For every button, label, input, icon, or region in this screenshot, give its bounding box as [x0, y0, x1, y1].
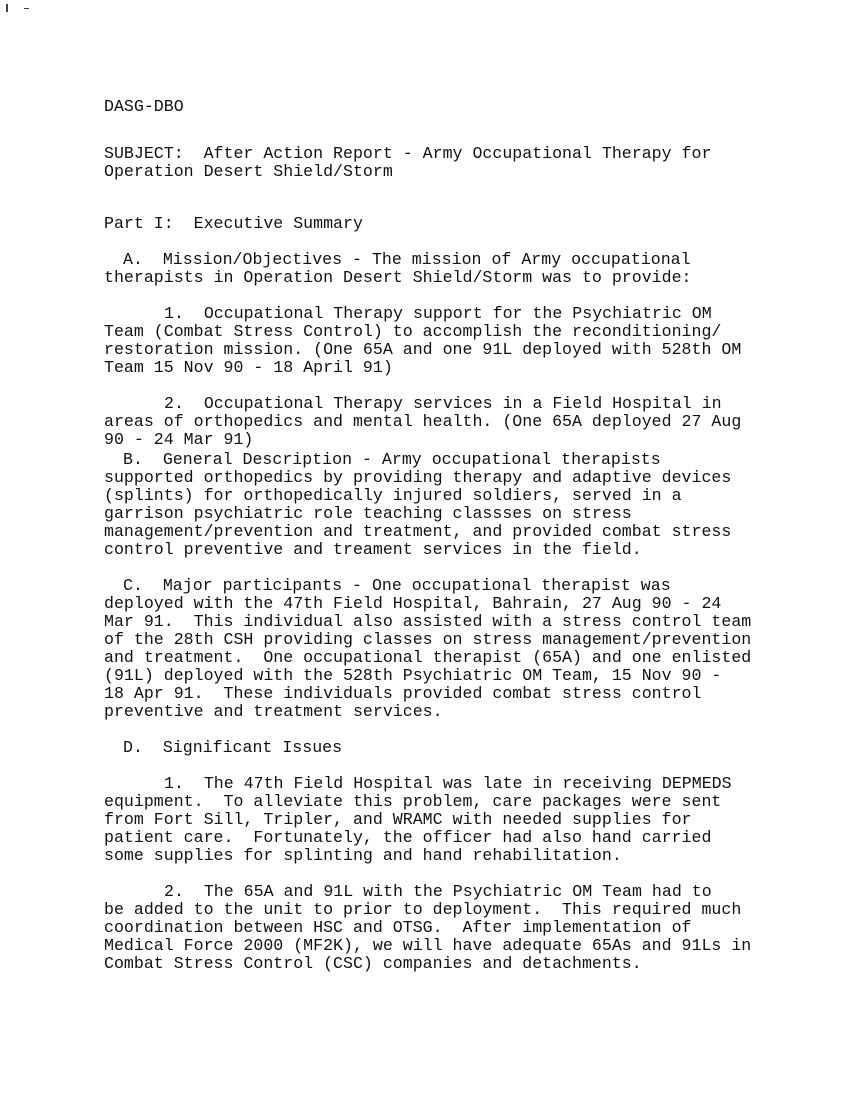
- section-d-item-2: Medical Force 2000 (MF2K), we will have adequate 65As and 91Ls in: [104, 936, 752, 955]
- section-d-item-1: equipment. To alleviate this problem, care packages were sent: [104, 792, 722, 811]
- section-a-item-1: Team (Combat Stress Control) to accomplish the reconditioning/: [104, 322, 722, 341]
- section-a-item-2: areas of orthopedics and mental health. (One 65A deployed 27 Aug: [104, 412, 742, 431]
- section-b-general-description: B. General Description - Army occupational therapists: [123, 450, 661, 469]
- scan-artifact: [24, 8, 29, 9]
- section-a-item-2: 2. Occupational Therapy services in a Field Hospital in: [164, 394, 722, 413]
- section-b-general-description: garrison psychiatric role teaching classses on stress: [104, 504, 632, 523]
- subject-line: Operation Desert Shield/Storm: [104, 162, 393, 181]
- section-c-major-participants: Mar 91. This individual also assisted with a stress control team: [104, 612, 752, 631]
- section-d-item-2: Combat Stress Control (CSC) companies and detachments.: [104, 954, 642, 973]
- section-a-item-1: restoration mission. (One 65A and one 91L deployed with 528th OM: [104, 340, 742, 359]
- section-a-item-1: 1. Occupational Therapy support for the Psychiatric OM: [164, 304, 712, 323]
- section-d-item-2: coordination between HSC and OTSG. After implementation of: [104, 918, 692, 937]
- section-d-item-2: be added to the unit to prior to deployment. This required much: [104, 900, 742, 919]
- office-symbol: DASG-DBO: [104, 97, 184, 116]
- section-d-item-2: 2. The 65A and 91L with the Psychiatric OM Team had to: [164, 882, 712, 901]
- section-a-item-1: Team 15 Nov 90 - 18 April 91): [104, 358, 393, 377]
- section-b-general-description: (splints) for orthopedically injured soldiers, served in a: [104, 486, 682, 505]
- section-b-general-description: management/prevention and treatment, and provided combat stress: [104, 522, 732, 541]
- section-c-major-participants: C. Major participants - One occupational therapist was: [123, 576, 671, 595]
- section-c-major-participants: (91L) deployed with the 528th Psychiatric OM Team, 15 Nov 90 -: [104, 666, 722, 685]
- subject-line: SUBJECT: After Action Report - Army Occupational Therapy for: [104, 144, 712, 163]
- section-d-item-1: some supplies for splinting and hand rehabilitation.: [104, 846, 622, 865]
- section-d-item-1: 1. The 47th Field Hospital was late in receiving DEPMEDS: [164, 774, 732, 793]
- section-c-major-participants: and treatment. One occupational therapist (65A) and one enlisted: [104, 648, 752, 667]
- section-b-general-description: control preventive and treament services in the field.: [104, 540, 642, 559]
- part-heading: Part I: Executive Summary: [104, 214, 363, 233]
- section-c-major-participants: 18 Apr 91. These individuals provided combat stress control: [104, 684, 702, 703]
- scan-artifact: [6, 4, 8, 12]
- section-d-item-1: patient care. Fortunately, the officer had also hand carried: [104, 828, 712, 847]
- section-d-significant-issues: D. Significant Issues: [123, 738, 343, 757]
- section-d-item-1: from Fort Sill, Tripler, and WRAMC with needed supplies for: [104, 810, 692, 829]
- section-c-major-participants: preventive and treatment services.: [104, 702, 443, 721]
- section-c-major-participants: deployed with the 47th Field Hospital, Bahrain, 27 Aug 90 - 24: [104, 594, 722, 613]
- section-a-mission-objectives: therapists in Operation Desert Shield/Storm was to provide:: [104, 268, 692, 287]
- section-b-general-description: supported orthopedics by providing therapy and adaptive devices: [104, 468, 732, 487]
- section-a-item-2: 90 - 24 Mar 91): [104, 430, 254, 449]
- section-a-mission-objectives: A. Mission/Objectives - The mission of Army occupational: [123, 250, 691, 269]
- section-c-major-participants: of the 28th CSH providing classes on stress management/prevention: [104, 630, 752, 649]
